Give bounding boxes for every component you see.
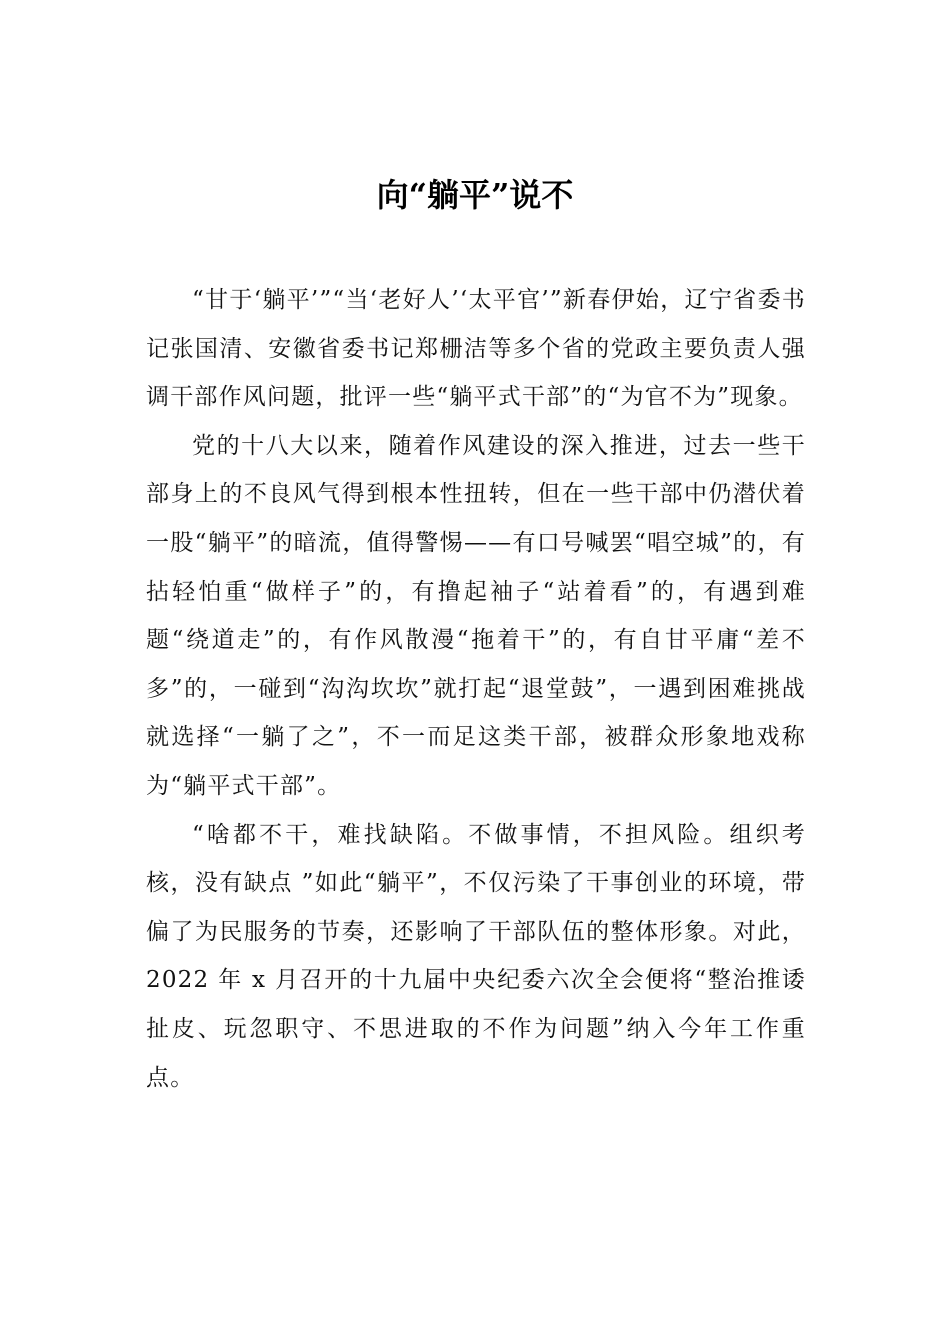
paragraph-3: “啥都不干，难找缺陷。不做事情，不担风险。组织考核，没有缺点 ”如此“躺平”，不仅污染了干事创业的环境，带偏了为民服务的节奏，还影响了干部队伍的整体形象。对此，2022 年 x 月召开的十九届中央纪委六次全会便将“整治推诿扯皮、玩忽职守、不思进取的不作为问题”纳入今年工作重点。 <box>146 821 806 1091</box>
paragraph-1: “甘于‘躺平’”“当‘老好人’‘太平官’”新春伊始，辽宁省委书记张国清、安徽省委书记郑栅洁等多个省的党政主要负责人强调干部作风问题，批评一些“躺平式干部”的“为官不为”现象。 <box>146 287 806 411</box>
paragraph-2: 党的十八大以来，随着作风建设的深入推进，过去一些干部身上的不良风气得到根本性扭转，但在一些干部中仍潜伏着一股“躺平”的暗流，值得警惕——有口号喊罢“唱空城”的，有拈轻怕重“做样子”的，有撸起袖子“站着看”的，有遇到难题“绕道走”的，有作风散漫“拖着干”的，有自甘平庸“差不多”的，一碰到“沟沟坎坎”就打起“退堂鼓”，一遇到困难挑战就选择“一躺了之”，不一而足这类干部，被群众形象地戏称为“躺平式干部”。 <box>146 432 806 799</box>
document-body <box>146 276 806 1102</box>
document-title: 向“躺平”说不 <box>376 176 574 214</box>
